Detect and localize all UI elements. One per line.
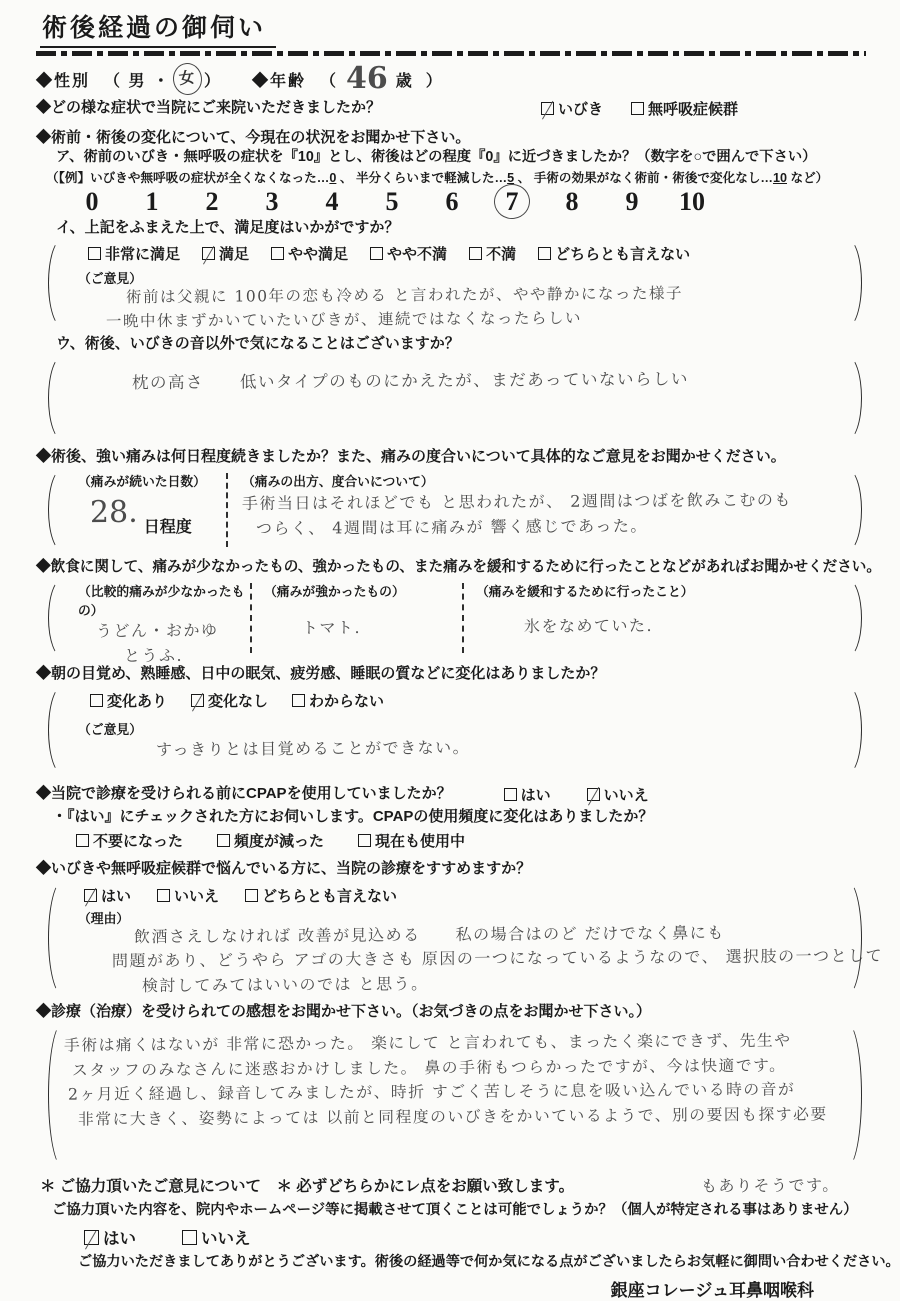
checkbox-label: はい [103,1230,136,1249]
opinion-label: （ご意見） [78,722,142,738]
checkbox-label: 無呼吸症候群 [647,100,738,118]
checkbox-yaya-manzoku [271,243,348,264]
question-b: イ、上記をふまえた上で、満足度はいかがですか？ [56,218,400,236]
impression-box [48,1022,862,1168]
handwritten-comment: 検討してみてはいいのでは と思う。 [141,974,429,996]
checkbox-susume-dochira [245,885,397,906]
checkbox-label: はい [101,887,132,905]
food-column-label: （痛みを緩和するために行ったこと） [476,584,694,600]
thanks-message: ご協力いただきましてありがとうございます。術後の経過等で何か気になる点がございましたらお気軽に御問い合わせください。 [78,1254,900,1271]
cpap-row [36,781,866,807]
symptom-question: ◆どの様な症状で当院にご来院いただきましたか？ [36,99,382,117]
handwritten-comment: 術前は父親に 100年の恋も冷める と言われたが、やや静かになった様子 [125,284,684,307]
handwritten-comment: つらく、 4週間は耳に痛みが 響く感じであった。 [255,516,648,538]
scale-9: 9 [625,186,639,216]
food-column-more-pain [252,581,462,655]
scale-4: 4 [325,186,339,216]
food-column-label: （痛みが強かったもの） [264,584,405,600]
checkbox-dochira [538,243,690,264]
question-a: ア、術前のいびき・無呼吸の症状を『10』とし、術後はどの程度『0』に近づきましたか？（数字を○で囲んで下さい） [56,148,817,165]
sex-circled-value: 女 [171,62,203,97]
pain-days-area [78,471,226,549]
age-label: ◆年齢 [251,72,306,90]
handwritten-comment: 問題があり、どうやら アゴの大きさも 原因の一つになっているようなので、 選択肢の一つとして [111,946,884,971]
sleep-heading: ◆朝の目覚め、熟睡感、日中の眠気、疲労感、睡眠の質などに変化はありましたか？ [36,665,606,683]
checkbox-icon [217,834,230,847]
handwritten-comment: 枕の高さ 低いタイプのものにかえたが、まだあっていないらしい [131,369,690,393]
other-concern-box [48,355,862,441]
checkbox-label: どちらとも言えない [262,887,398,905]
checkbox-icon [88,247,101,260]
scale-row [36,186,866,218]
example-value-10: 10 [772,170,787,185]
checkbox-label: やや不満 [387,246,448,264]
sex-post: ） [203,72,222,90]
checkbox-cpap-iie [587,784,649,805]
satisfaction-options [78,243,826,264]
checkbox-label: どちらとも言えない [555,246,691,264]
scale-5: 5 [385,186,399,216]
sleep-options [78,690,826,711]
checkbox-label: いいえ [201,1230,251,1249]
pain-days-value: 28. [89,494,138,531]
food-box [48,578,862,666]
scale-7-circled: 7 [482,187,542,217]
scale-0: 0 [85,186,99,216]
scale-8: 8 [565,186,579,216]
checkbox-cpap-hai [504,784,551,805]
clinic-name: 銀座コレージュ耳鼻咽喉科 [610,1281,814,1301]
checkbox-label: わからない [309,693,385,711]
title-block [36,8,866,48]
checkbox-henka-nashi [191,690,268,711]
checkbox-label: やや満足 [288,246,349,264]
checkbox-icon [245,889,258,902]
handwritten-comment-tail: もありそうです。 [701,1176,841,1196]
checkbox-icon [541,102,554,115]
handwritten-comment: 非常に大きく、姿勢によっては 以前と同程度のいびきをかいているようで、別の要因も探す必要 [77,1104,828,1129]
publish-question: ご協力頂いた内容を、院内やホームページ等に掲載させて頂くことは可能でしょうか？（個人が特定される事はありません） [52,1202,858,1219]
example-text: など） [787,170,829,185]
age-unit: 歳 [395,72,414,90]
checkbox-label: 不満 [486,246,517,264]
handwritten-comment: とうふ. [123,645,184,666]
checkbox-icon [292,694,305,707]
consent-note: ＊ ご協力頂いたご意見について ＊ 必ずどちらかにレ点をお願い致します。 [40,1177,575,1195]
cpap-question: ◆当院で診療を受けられる前にCPAPを使用していましたか？ [36,785,452,803]
checkbox-fuman [469,243,516,264]
checkbox-label: 現在も使用中 [375,832,466,850]
sleep-box [48,685,862,775]
checkbox-icon [202,247,215,260]
checkbox-icon [631,102,644,115]
symptom-row [36,94,866,122]
checkbox-label: 不要になった [93,832,184,850]
consent-note-row [36,1174,866,1199]
handwritten-comment: 2ヶ月近く経過し、録音してみましたが、時折 すごく苦しそうに息を吸い込んでいる時の音が [67,1080,796,1105]
food-heading: ◆飲食に関して、痛みが少なかったもの、強かったもの、また痛みを緩和するために行ったことなどがあればお聞かせください。 [36,559,881,576]
checkbox-icon [538,247,551,260]
example-text: 、 手術の効果がなく術前・術後で変化なし… [514,170,773,185]
checkbox-icon [76,834,89,847]
checkbox-icon [157,889,170,902]
checkbox-mukokyu [631,98,738,119]
checkbox-publish-hai [84,1225,136,1249]
satisfaction-box [48,238,862,331]
recommend-options [78,885,826,906]
checkbox-susume-hai [84,885,131,906]
checkbox-label: いいえ [174,887,220,905]
checkbox-hindo-hetta [217,830,324,851]
handwritten-comment: 手術当日はそれほどでも と思われたが、 2週間はつばを飲みこむのも [241,490,792,514]
handwritten-comment: すっきりとは目覚めることができない。 [155,737,471,760]
checkbox-label: 変化なし [208,693,269,711]
impression-heading: ◆診療（治療）を受けられての感想をお聞かせ下さい。（お気づきの点をお聞かせ下さい。） [36,1002,652,1020]
checkbox-label: 非常に満足 [105,246,181,264]
checkbox-label: 変化あり [107,693,168,711]
food-column-relief [464,581,826,655]
handwritten-comment: 一晩中休まずかいていたいびきが、連続ではなくなったらしい [105,309,583,331]
checkbox-icon [90,694,103,707]
checkbox-icon [191,694,204,707]
pain-days-label: （痛みが続いた日数） [78,474,206,490]
recommend-heading: ◆いびきや無呼吸症候群で悩んでいる方に、当院の診療をすすめますか？ [36,859,532,877]
title-divider [36,51,866,56]
handwritten-comment: 飲酒さえしなければ 改善が見込める 私の場合はのど だけでなく鼻にも [133,922,725,946]
scale-2: 2 [205,186,219,216]
checkbox-ibiki [541,98,603,119]
sex-label: ◆性別 [36,72,91,90]
opinion-label: （ご意見） [78,271,142,287]
age-value: 46 [345,60,388,96]
checkbox-icon [504,788,517,801]
checkbox-icon [182,1230,197,1245]
checkbox-icon [84,889,97,902]
profile-row [36,60,866,96]
scale-6: 6 [445,186,459,216]
food-column-label: （比較的痛みが少なかったもの） [78,584,245,619]
example-text: 、 半分くらいまで軽減した… [336,170,508,185]
scale-1: 1 [145,186,159,216]
checkbox-label: いびき [557,100,603,118]
handwritten-comment: スタッフのみなさんに迷惑おかけしました。 鼻の手術もつらかったですが、今は快適です。 [71,1055,787,1080]
sex-pre: （ 男 ・ [104,72,171,90]
pain-detail-area [228,471,826,549]
cpap-freq-options [36,830,866,851]
checkbox-wakaranai [292,690,384,711]
checkbox-manzoku [202,243,249,264]
checkbox-icon [84,1230,99,1245]
question-c: ウ、術後、いびきの音以外で気になることはございますか？ [56,335,460,353]
publish-options [36,1225,866,1249]
food-column-less-pain [78,581,250,666]
handwritten-comment: 手術は痛くはないが 非常に恐かった。 楽にして と言われても、まったく楽にできず、先生や [63,1031,792,1056]
handwritten-comment: 氷をなめていた. [523,616,654,637]
recommend-box [48,880,884,996]
checkbox-label: はい [520,786,551,804]
handwritten-comment: トマト. [301,618,362,638]
checkbox-label: いいえ [603,786,649,804]
reason-label: （理由） [78,910,130,926]
checkbox-genzai-shiyochu [358,830,465,851]
checkbox-hijoni-manzoku [88,243,180,264]
checkbox-henka-ari [90,690,167,711]
example-value-0: 0 [329,170,337,185]
scale-3: 3 [265,186,279,216]
checkbox-icon [271,247,284,260]
age-paren-close: ） [425,72,444,90]
example-value-5: 5 [507,170,515,185]
pain-box [48,468,862,552]
example-text: （【例】いびきや無呼吸の症状が全くなくなった… [46,170,330,185]
scale-10: 10 [679,186,705,216]
checkbox-label: 頻度が減った [234,832,325,850]
pain-detail-label: （痛みの出方、度合いについて） [242,474,434,490]
handwritten-comment: うどん・おかゆ [95,620,219,641]
checkbox-fuyo [76,830,183,851]
checkbox-label: 満足 [219,246,250,264]
checkbox-icon [358,834,371,847]
checkbox-icon [587,788,600,801]
checkbox-susume-iie [157,885,219,906]
checkbox-publish-iie [182,1225,251,1249]
pain-heading: ◆術後、強い痛みは何日程度続きましたか？また、痛みの度合いについて具体的なご意見をお聞かせください。 [36,448,786,466]
question-a-example [36,167,866,186]
checkbox-icon [370,247,383,260]
pain-days-unit: 日程度 [143,518,192,536]
age-paren-open: （ [319,72,338,90]
checkbox-icon [469,247,482,260]
cpap-sub-question: ・『はい』にチェックされた方にお伺いします。CPAPの使用頻度に変化はありましたか？ [52,808,654,826]
page-title: 術後経過の御伺い [40,8,276,48]
change-heading: ◆術前・術後の変化について、今現在の状況をお聞かせ下さい。 [36,129,471,146]
checkbox-yaya-fuman [370,243,447,264]
